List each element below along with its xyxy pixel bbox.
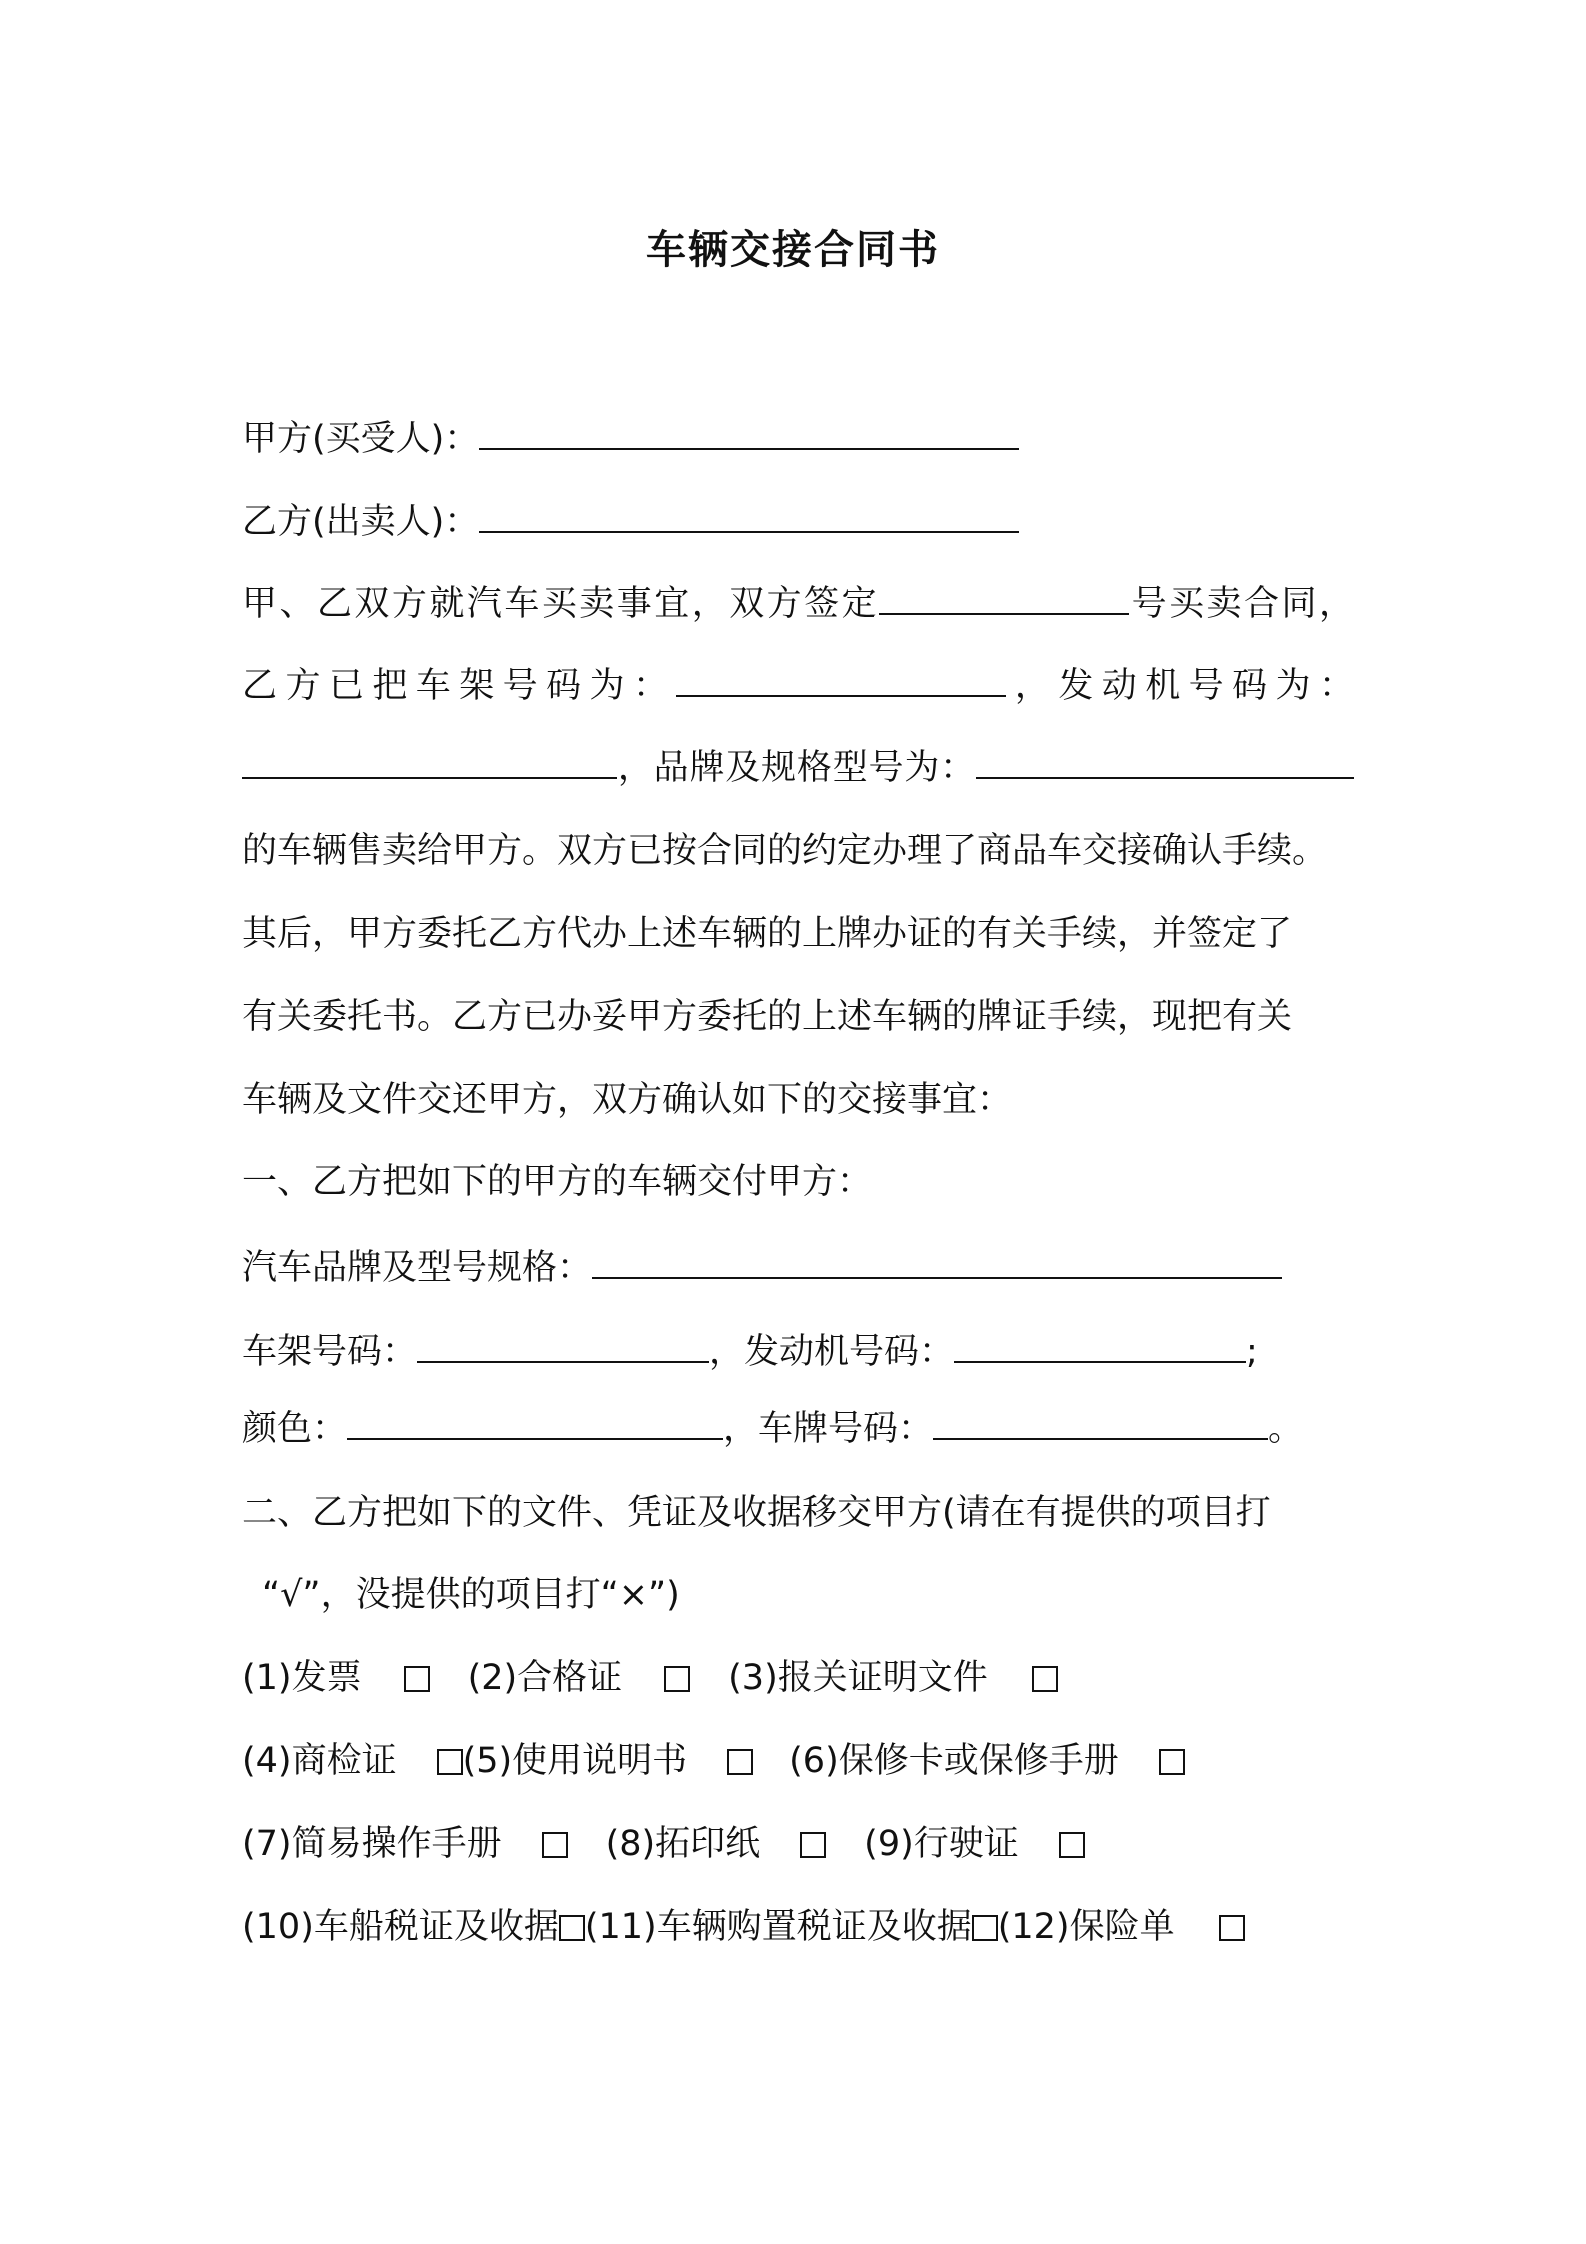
item-inspection-checkbox[interactable]	[437, 1749, 463, 1775]
plate-label: ，车牌号码：	[723, 1409, 934, 1449]
buyer-name-field[interactable]	[479, 418, 1019, 450]
engine-number-field[interactable]	[242, 747, 617, 779]
intro-line-6: 有关委托书。乙方已办妥甲方委托的上述车辆的牌证手续，现把有关	[242, 997, 1293, 1037]
brand-line	[242, 1246, 1282, 1290]
contract-number-field[interactable]	[879, 583, 1129, 615]
seller-label: 乙方(出卖人)：	[242, 502, 480, 542]
checklist-row-2	[242, 1739, 1185, 1783]
vehicle-engine-field[interactable]	[954, 1331, 1246, 1363]
seller-line	[242, 500, 1019, 544]
color-plate-line	[242, 1407, 1303, 1451]
frame-number-field[interactable]	[676, 665, 1006, 697]
item-rubbing-checkbox[interactable]	[800, 1832, 826, 1858]
item-quickguide-checkbox[interactable]	[542, 1832, 568, 1858]
section2-heading: 二、乙方把如下的文件、凭证及收据移交甲方(请在有提供的项目打	[242, 1493, 1271, 1533]
item-license-label: (9)行驶证	[864, 1824, 1019, 1864]
checklist-row-3	[242, 1822, 1085, 1866]
engine-label: ，发动机号码：	[709, 1332, 955, 1372]
item-insurance-label: (12)保险单	[997, 1907, 1175, 1947]
plate-end: 。	[1268, 1409, 1304, 1449]
intro-text-1a: 甲、乙双方就汽车买卖事宜，双方签定	[242, 584, 880, 624]
item-quickguide-label: (7)简易操作手册	[242, 1824, 502, 1864]
seller-name-field[interactable]	[479, 501, 1019, 533]
item-customs-checkbox[interactable]	[1032, 1666, 1058, 1692]
intro-text-2b: ，发动机号码为：	[1006, 666, 1354, 706]
item-vesseltax-label: (10)车船税证及收据	[242, 1907, 559, 1947]
item-inspection-label: (4)商检证	[242, 1741, 397, 1781]
item-invoice-label: (1)发票	[242, 1658, 362, 1698]
item-certificate-checkbox[interactable]	[664, 1666, 690, 1692]
intro-text-2a: 乙方已把车架号码为：	[242, 666, 677, 706]
document-title: 车辆交接合同书	[646, 227, 940, 273]
frame-label: 车架号码：	[242, 1332, 418, 1372]
item-invoice-checkbox[interactable]	[404, 1666, 430, 1692]
buyer-label: 甲方(买受人)：	[242, 419, 480, 459]
item-manual-label: (5)使用说明书	[462, 1741, 688, 1781]
item-purchasetax-checkbox[interactable]	[972, 1915, 998, 1941]
item-manual-checkbox[interactable]	[727, 1749, 753, 1775]
intro-line-4: 的车辆售卖给甲方。双方已按合同的约定办理了商品车交接确认手续。	[242, 831, 1328, 871]
item-license-checkbox[interactable]	[1059, 1832, 1085, 1858]
buyer-line	[242, 417, 1019, 461]
item-insurance-checkbox[interactable]	[1219, 1915, 1245, 1941]
item-customs-label: (3)报关证明文件	[728, 1658, 988, 1698]
color-label: 颜色：	[242, 1409, 348, 1449]
intro-line-7: 车辆及文件交还甲方，双方确认如下的交接事宜：	[242, 1080, 1013, 1120]
intro-text-1b: 号买卖合同，	[1129, 584, 1354, 624]
intro-line-2	[242, 664, 1354, 708]
intro-line-3	[242, 746, 1354, 790]
section2-heading-cont: “√”，没提供的项目打“×”)	[262, 1575, 680, 1615]
vehicle-brand-field[interactable]	[592, 1247, 1282, 1279]
item-warranty-label: (6)保修卡或保修手册	[789, 1741, 1119, 1781]
checklist-row-1	[242, 1656, 1058, 1700]
brand-model-field[interactable]	[976, 747, 1354, 779]
brand-label: 汽车品牌及型号规格：	[242, 1248, 593, 1288]
frame-engine-line	[242, 1330, 1258, 1374]
intro-text-3a: ，品牌及规格型号为：	[617, 748, 976, 788]
intro-line-5: 其后，甲方委托乙方代办上述车辆的上牌办证的有关手续，并签定了	[242, 914, 1293, 954]
item-warranty-checkbox[interactable]	[1159, 1749, 1185, 1775]
engine-end: ;	[1246, 1332, 1258, 1372]
item-certificate-label: (2)合格证	[467, 1658, 623, 1698]
checklist-row-4	[242, 1905, 1245, 1949]
item-vesseltax-checkbox[interactable]	[559, 1915, 585, 1941]
item-purchasetax-label: (11)车辆购置税证及收据	[584, 1907, 972, 1947]
intro-line-1	[242, 582, 1354, 626]
vehicle-frame-field[interactable]	[417, 1331, 709, 1363]
item-rubbing-label: (8)拓印纸	[605, 1824, 761, 1864]
license-plate-field[interactable]	[933, 1408, 1268, 1440]
section1-heading: 一、乙方把如下的甲方的车辆交付甲方：	[242, 1162, 873, 1202]
vehicle-color-field[interactable]	[347, 1408, 723, 1440]
